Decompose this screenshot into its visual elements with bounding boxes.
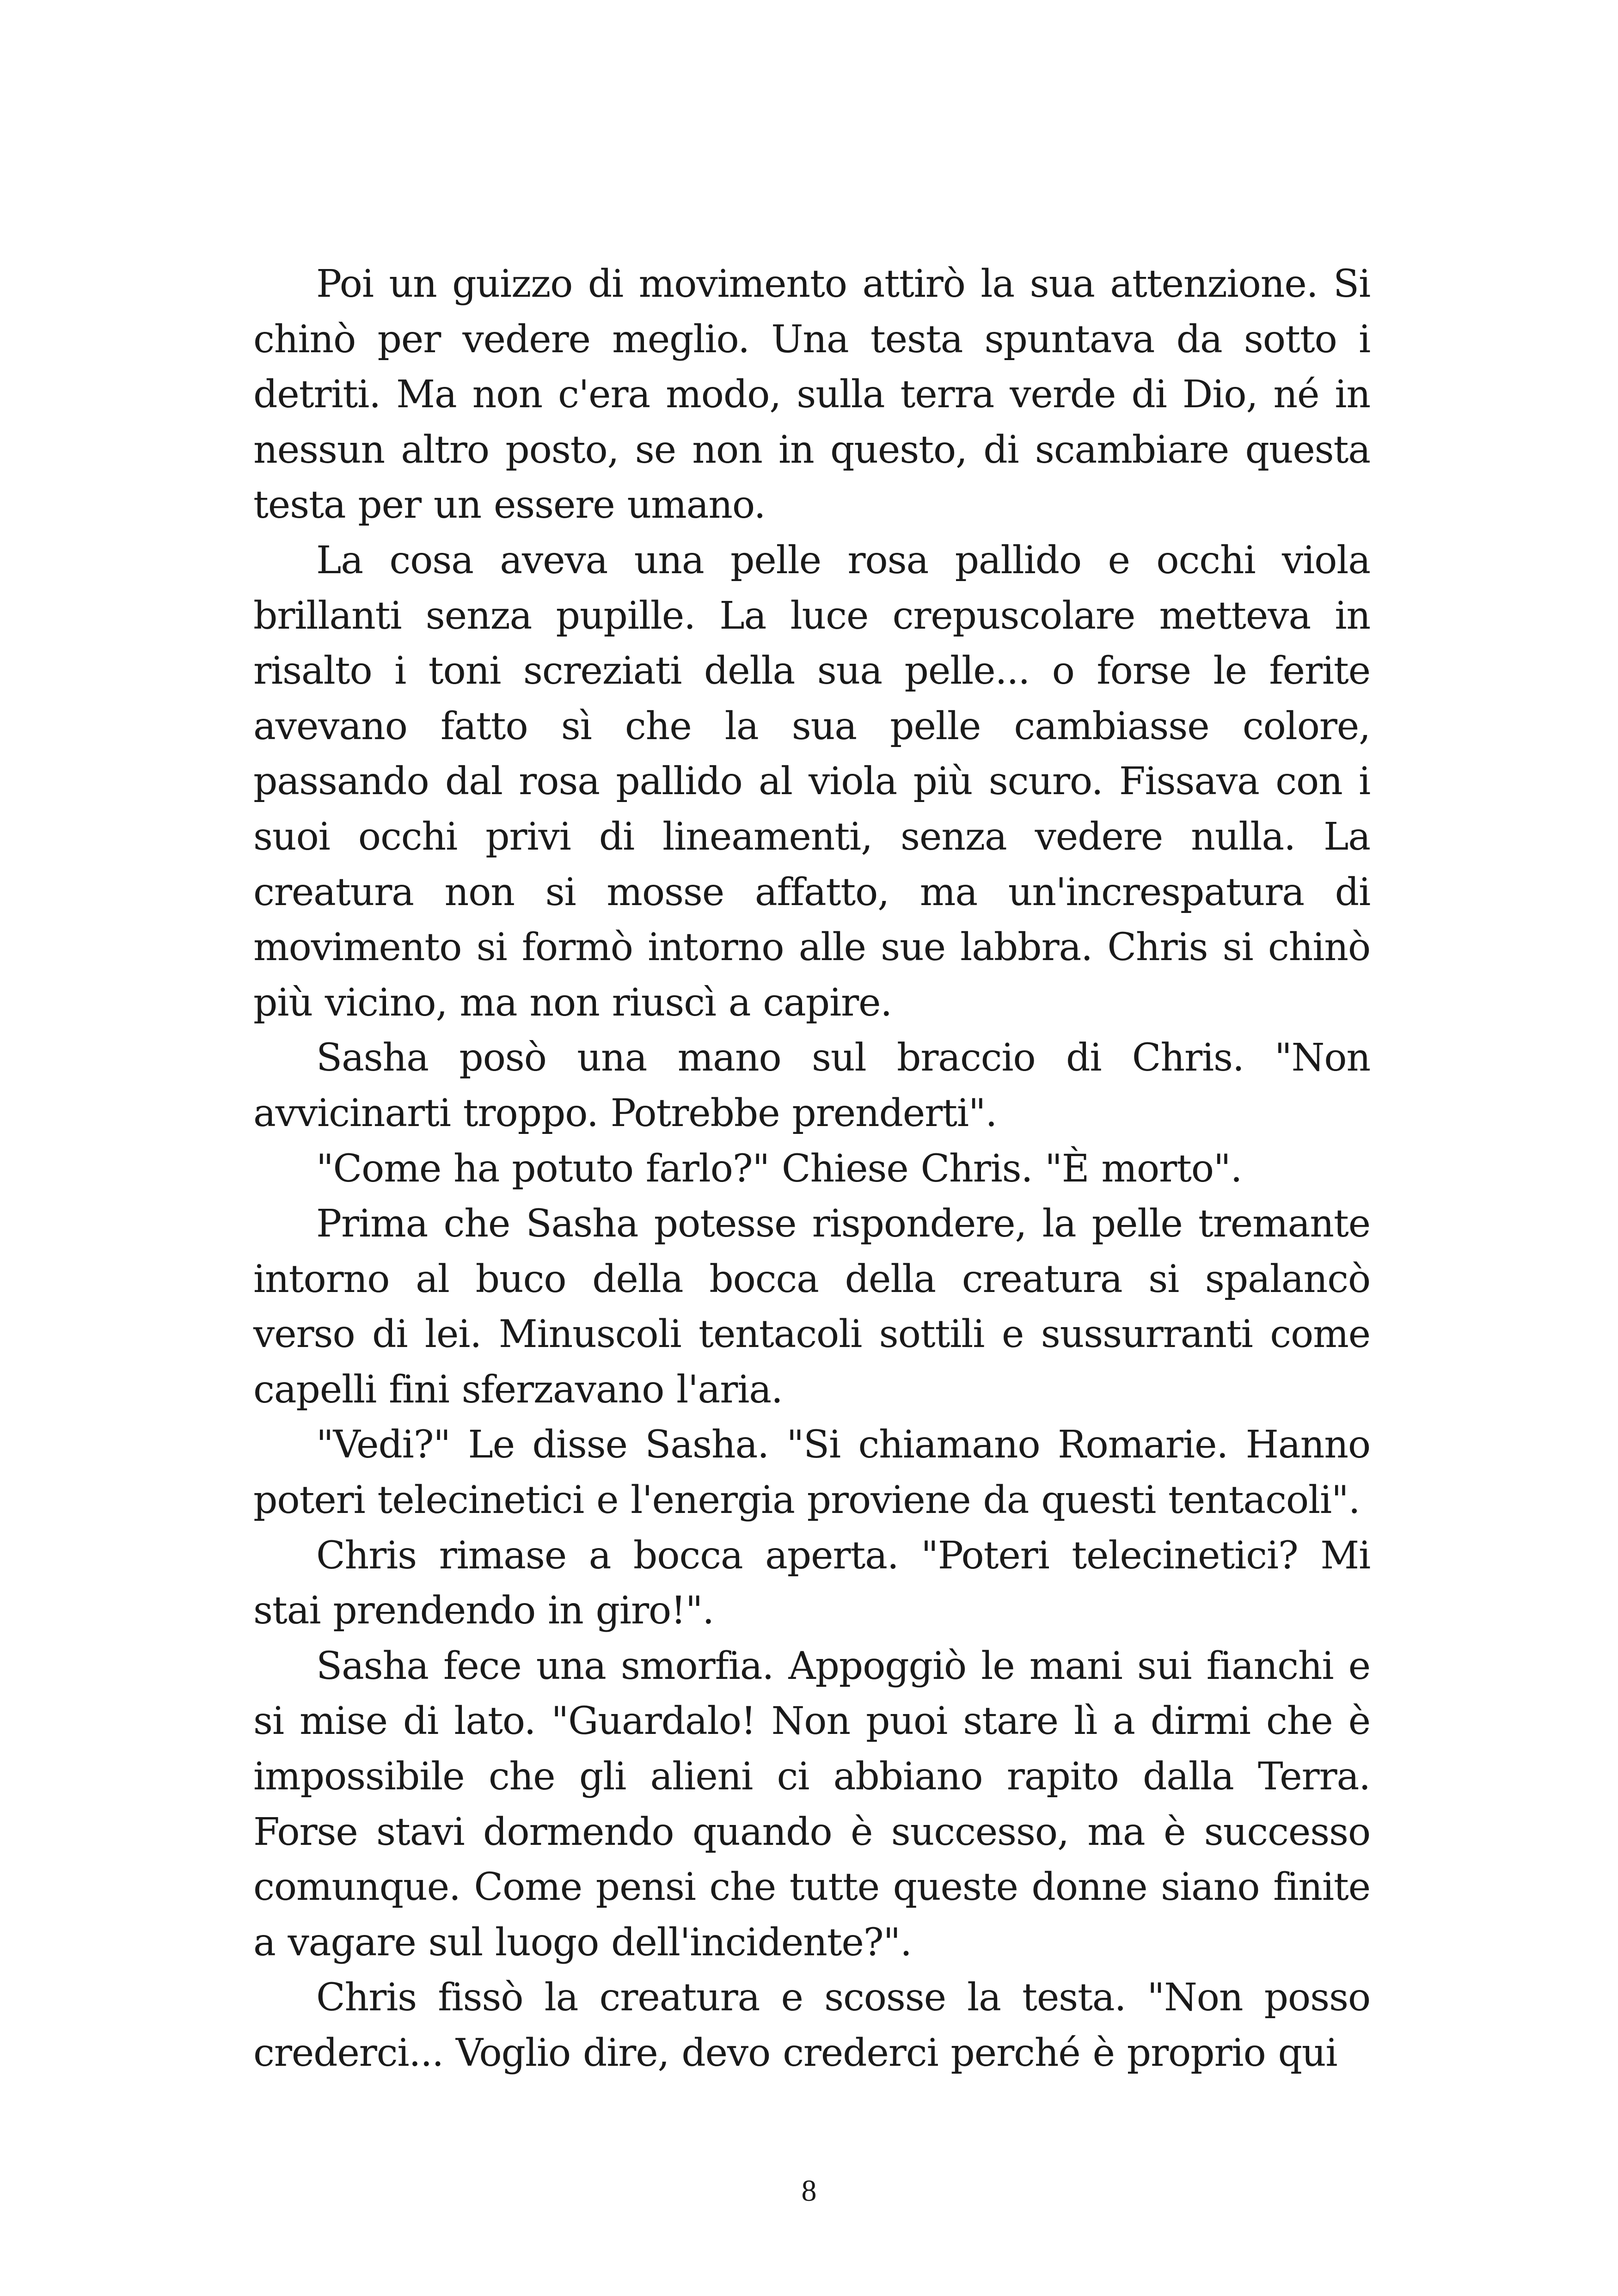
paragraph: Prima che Sasha potesse rispondere, la pelle tremante intorno al buco della bocca della creatura si spalancò verso di lei. Minuscoli tentacoli sottili e sussurranti come capelli fini sferzavano l'aria. xyxy=(253,1202,1370,1412)
paragraph: Poi un guizzo di movimento attirò la sua attenzione. Si chinò per vedere meglio. Una testa spuntava da sotto i detriti. Ma non c'era modo, sulla terra verde di Dio, né in nessun altro posto, se non in questo, di scambiare questa testa per un essere umano. xyxy=(253,262,1370,527)
paragraph: Sasha fece una smorfia. Appoggiò le mani sui fianchi e si mise di lato. "Guardalo! Non puoi stare lì a dirmi che è impossibile che gli alieni ci abbiano rapito dalla Terra. Forse stavi dormendo quando è successo, ma è successo comunque. Come pensi che tutte queste donne siano finite a vagare sul luogo dell'incidente?". xyxy=(253,1644,1370,1965)
paragraph: La cosa aveva una pelle rosa pallido e occhi viola brillanti senza pupille. La luce crepuscolare metteva in risalto i toni screziati della sua pelle... o forse le ferite avevano fatto sì che la sua pelle cambiasse colore, passando dal rosa pallido al viola più scuro. Fissava con i suoi occhi privi di lineamenti, senza vedere nulla. La creatura non si mosse affatto, ma un'increspatura di movimento si formò intorno alle sue labbra. Chris si chinò più vicino, ma non riuscì a capire. xyxy=(253,538,1370,1025)
paragraph: Sasha posò una mano sul braccio di Chris. "Non avvicinarti troppo. Potrebbe prenderti". xyxy=(253,1036,1370,1135)
paragraph: "Come ha potuto farlo?" Chiese Chris. "È morto". xyxy=(316,1146,1242,1191)
paragraph: "Vedi?" Le disse Sasha. "Si chiamano Romarie. Hanno poteri telecinetici e l'energia proviene da questi tentacoli". xyxy=(253,1423,1370,1523)
paragraph: Chris fissò la creatura e scosse la testa. "Non posso crederci... Voglio dire, devo crederci perché è proprio qui xyxy=(253,1976,1370,2075)
body-text xyxy=(253,257,1370,2081)
paragraph: Chris rimase a bocca aperta. "Poteri telecinetici? Mi stai prendendo in giro!". xyxy=(253,1533,1370,1633)
page-number: 8 xyxy=(801,2174,817,2208)
